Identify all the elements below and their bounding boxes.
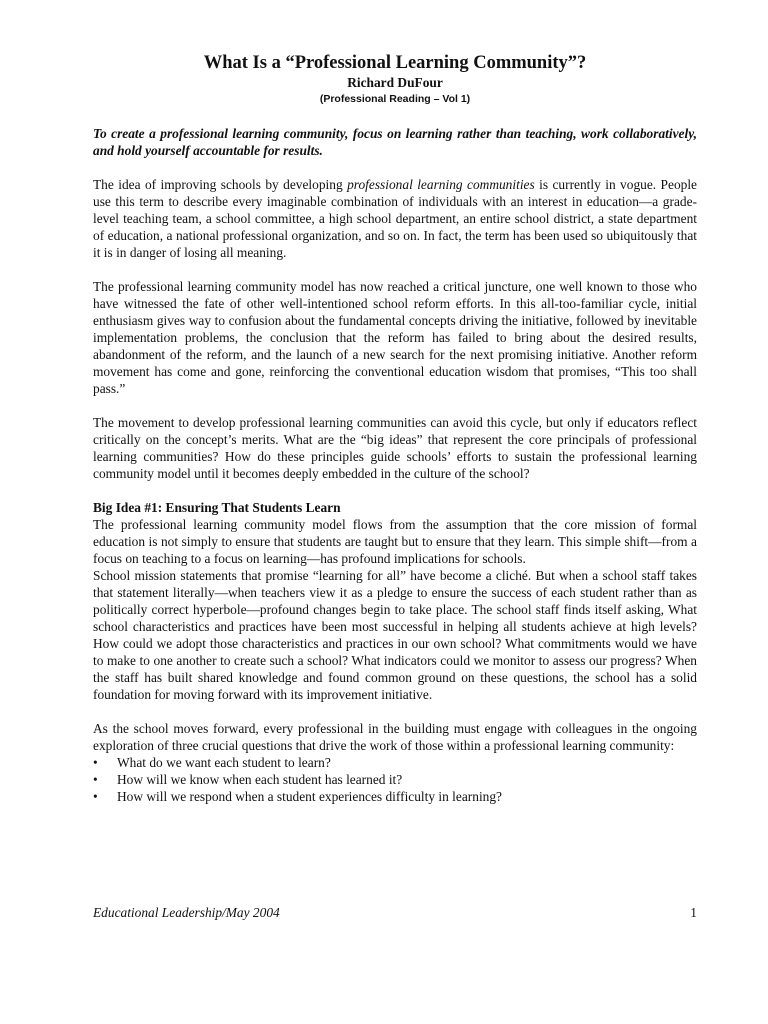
list-item-text: What do we want each student to learn? [117, 755, 331, 770]
bullet-icon: • [93, 755, 98, 770]
bullet-icon: • [93, 789, 98, 804]
paragraph-intro-term: professional learning communities [347, 177, 535, 192]
list-item-text: How will we respond when a student experiences difficulty in learning? [117, 789, 502, 804]
footer-journal: Educational Leadership/May 2004 [93, 905, 280, 920]
crucial-questions-list [93, 754, 697, 805]
paragraph-moves-forward: As the school moves forward, every professional in the building must engage with colleagues in the ongoing exploration of three crucial questions that drive the work of those within a professional learning community: [93, 721, 697, 753]
section-heading-big-idea-1: Big Idea #1: Ensuring That Students Learn [93, 500, 341, 515]
document-page [93, 52, 697, 805]
paragraph-intro [93, 176, 697, 261]
page-footer [93, 904, 697, 921]
paragraph-mission-statements: School mission statements that promise “learning for all” have become a cliché. But when a school staff takes that statement literally—when teachers view it as a pledge to ensure the success of each student rather than as politically correct hyperbole—profound changes begin to take place. The school staff finds itself asking, What school characteristics and practices have been most successful in helping all students achieve at high levels? How could we adopt those characteristics and practices in our own school? What commitments would we have to make to one another to create such a school? What indicators could we monitor to assess our progress? When the staff has built shared knowledge and found common ground on these questions, the school has a solid foundation for moving forward with its improvement initiative. [93, 568, 697, 702]
series-label: (Professional Reading – Vol 1) [319, 93, 471, 105]
paragraph-critical-juncture: The professional learning community model has now reached a critical juncture, one well known to those who have witnessed the fate of other well-intentioned school reform efforts. In this all-too-familiar cycle, initial enthusiasm gives way to confusion about the fundamental concepts driving the initiative, followed by inevitable implementation problems, the conclusion that the reform has failed to bring about the desired results, abandonment of the reform, and the launch of a new search for the next promising initiative. Another reform movement has come and gone, reinforcing the conventional education wisdom that promises, “This too shall pass.” [93, 279, 697, 396]
paragraph-avoid-cycle: The movement to develop professional learning communities can avoid this cycle, but only if educators reflect critically on the concept’s merits. What are the “big ideas” that represent the core principals of professional learning communities? How do these principles guide schools’ efforts to sustain the professional learning community model until it becomes deeply embedded in the culture of the school? [93, 415, 697, 481]
list-item [93, 771, 697, 788]
lede-paragraph: To create a professional learning community, focus on learning rather than teaching, work collaboratively, and hold yourself accountable for results. [93, 126, 697, 158]
paragraph-intro-before: The idea of improving schools by developing [93, 177, 348, 192]
paragraph-core-mission: The professional learning community model flows from the assumption that the core mission of formal education is not simply to ensure that students are taught but to ensure that they learn. This simple shift—from a focus on teaching to a focus on learning—has profound implications for schools. [93, 517, 697, 566]
bullet-icon: • [93, 772, 98, 787]
author-name: Richard DuFour [347, 75, 443, 90]
paragraph-intro-after: is currently in vogue. People use this term to describe every imaginable combination of individuals with an interest in education—a grade-level teaching team, a school committee, a high school department, an entire school district, a state department of education, a national professional organization, and so on. In fact, the term has been used so ubiquitously that it is in danger of losing all meaning. [93, 177, 697, 260]
list-item-text: How will we know when each student has learned it? [117, 772, 403, 787]
document-title: What Is a “Professional Learning Community”? [203, 53, 587, 73]
list-item [93, 788, 697, 805]
list-item [93, 754, 697, 771]
page-number: 1 [690, 905, 697, 920]
